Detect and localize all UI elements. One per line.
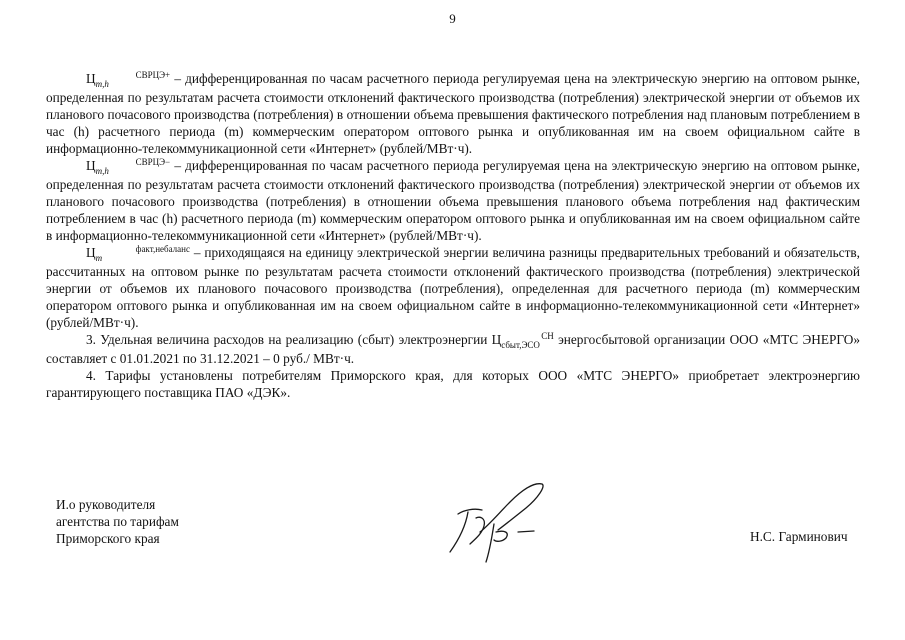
- signatory-line-3: Приморского края: [56, 531, 160, 546]
- paragraph-text: – приходящаяся на единицу электрической энергии величина разницы предварительных требований и обязательств, рассчитанных на оптовом рынке по результатам расчета стоимости отклонений фактического производства (потребления) электрической энергии от объемов их планового почасового производства (потребления), определенная для расчетного периода (m) коммерческим оператором оптового рынка и опубликованная им на своем официальном сайте в информационно-телекоммуникационной сети «Интернет» (рублей/МВт·ч).: [46, 245, 860, 330]
- paragraph-definition-plus: [46, 70, 860, 157]
- paragraph-definition-minus: [46, 157, 860, 244]
- subscript: m,h: [95, 79, 109, 89]
- superscript: СН: [541, 331, 554, 341]
- paragraph-item-4: 4. Тарифы установлены потребителям Приморского края, для которых ООО «МТС ЭНЕРГО» приобретает электроэнергию гарантирующего поставщика ПАО «ДЭК».: [46, 368, 860, 400]
- superscript: СВРЦЭ+: [135, 70, 171, 80]
- subscript: m,h: [95, 166, 109, 176]
- signatory-title: [56, 496, 179, 547]
- paragraph-definition-imbalance: [46, 244, 860, 331]
- paragraph-text: энергосбытовой организации ООО «МТС ЭНЕРГО» составляет с 01.01.2021 по 31.12.2021 – 0 руб./ МВт·ч.: [46, 332, 860, 366]
- paragraph-text: – дифференцированная по часам расчетного периода регулируемая цена на электрическую энергию на оптовом рынке, определенная по результатам расчета стоимости отклонений фактического производства (потребления) электрической энергии от объемов их планового почасового производства (потребления) в отношении объема превышения фактического потребления над плановым потреблением в час (h) расчетного периода (m) коммерческим оператором оптового рынка и опубликованная им на своем официальном сайте в информационно-телекоммуникационной сети «Интернет» (рублей/МВт·ч).: [46, 71, 860, 156]
- signatory-name: Н.С. Гарминович: [750, 529, 848, 544]
- signatory-line-1: И.о руководителя: [56, 497, 156, 512]
- paragraph-text: – дифференцированная по часам расчетного периода регулируемая цена на электрическую энергию на оптовом рынке, определенная по результатам расчета стоимости отклонений фактического производства (потребления) электрической энергии от объемов их планового почасового производства (потребления) в отношении объема превышения планового объема потребления над фактическим потреблением в час (h) расчетного периода (m) коммерческим оператором оптового рынка и опубликованная им на своем официальном сайте в информационно-телекоммуникационной сети «Интернет» (рублей/МВт·ч).: [46, 158, 860, 243]
- paragraph-item-3: [46, 331, 860, 367]
- superscript: СВРЦЭ−: [135, 157, 171, 167]
- formula-symbol-sn-sbyt: Ц СН сбыт,ЭСО: [491, 331, 554, 350]
- signatory-line-2: агентства по тарифам: [56, 514, 179, 529]
- document-body: [46, 70, 860, 401]
- page-number: 9: [449, 11, 456, 26]
- superscript: факт,небаланс: [135, 244, 190, 254]
- formula-symbol-svrce-plus: Ц СВРЦЭ+ m,h: [86, 70, 171, 89]
- formula-symbol-svrce-minus: Ц СВРЦЭ− m,h: [86, 157, 171, 176]
- paragraph-text: 3. Удельная величина расходов на реализацию (сбыт) электроэнергии: [86, 332, 492, 347]
- subscript: сбыт,ЭСО: [501, 340, 540, 350]
- handwritten-signature: [430, 472, 560, 567]
- subscript: m: [95, 253, 103, 263]
- formula-symbol-fact-imbalance: Ц факт,небаланс m: [86, 244, 190, 263]
